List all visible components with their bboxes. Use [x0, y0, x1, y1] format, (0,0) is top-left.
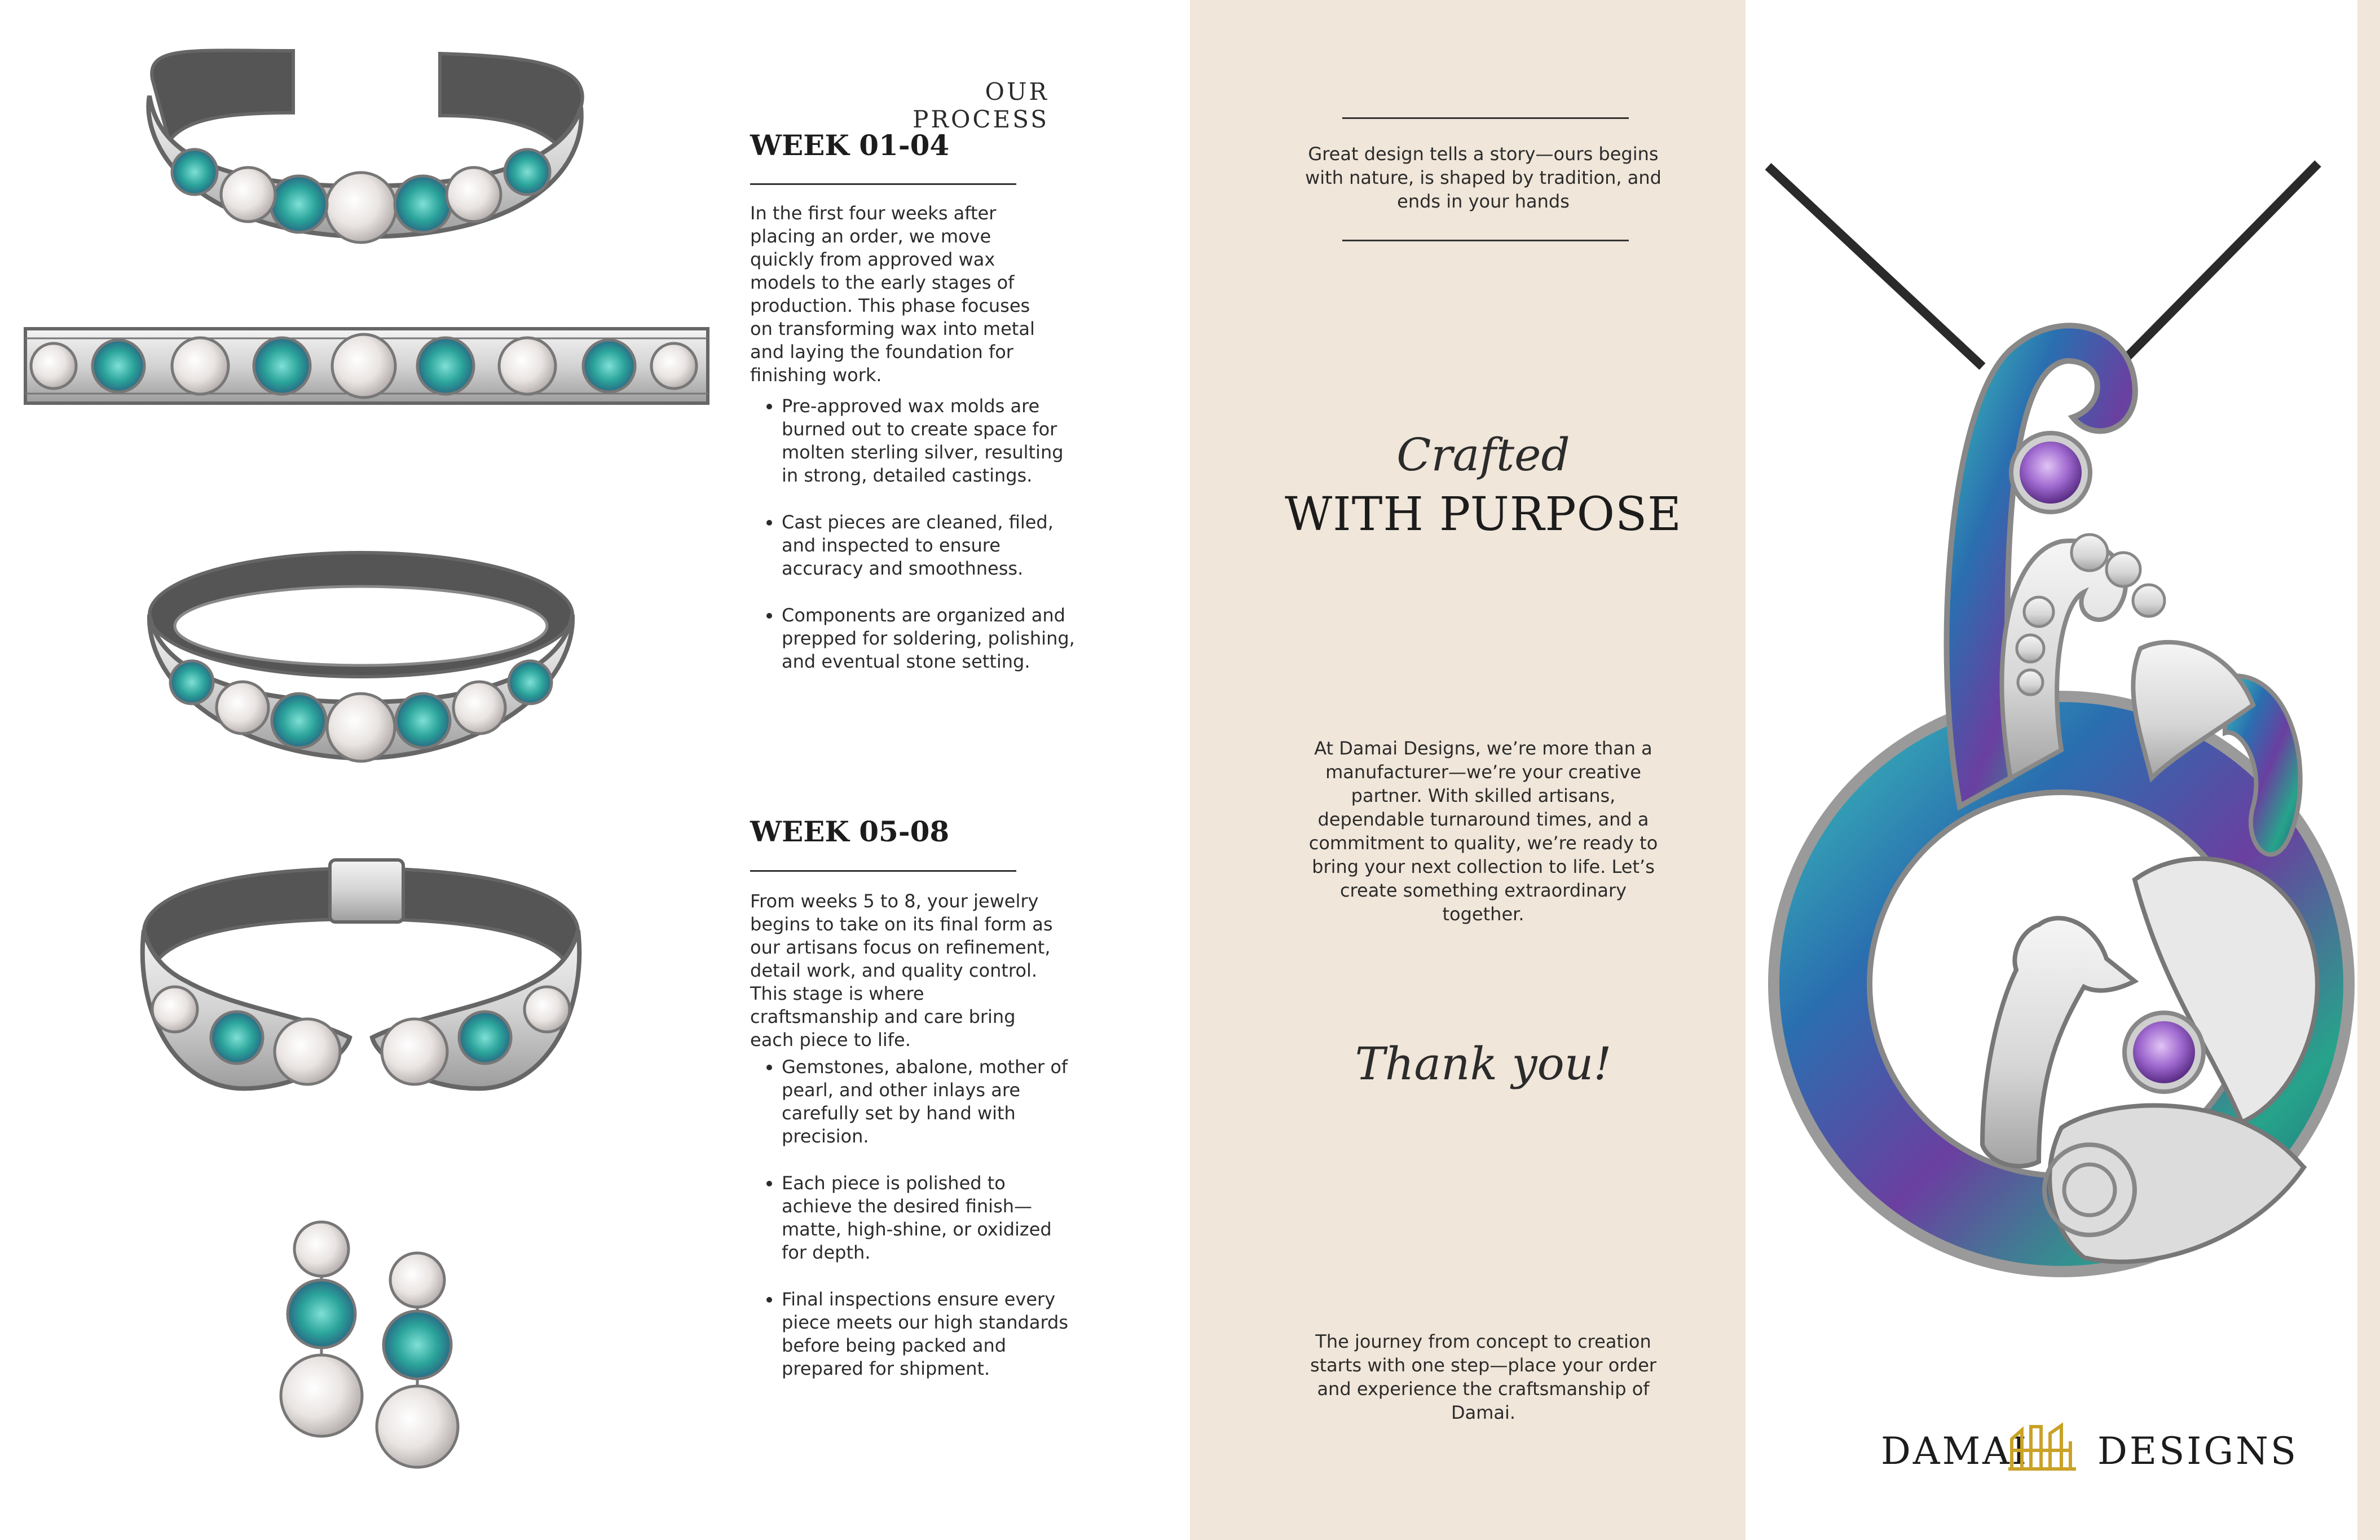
- week-2-bullet-list: [750, 1056, 1075, 1404]
- list-item: • Final inspections ensure every piece meets our high standards before being packed and prepared for shipment.: [782, 1288, 1075, 1380]
- week-1-bullet-list: [750, 395, 1075, 697]
- list-item: • Gemstones, abalone, mother of pearl, and other inlays are carefully set by hand with precision.: [782, 1056, 1075, 1148]
- closing-text: The journey from concept to creation starts with one step—place your order and experience the craftsmanship of Damai.: [1310, 1331, 1657, 1423]
- brand-name-left: DAMAI: [1881, 1429, 2029, 1473]
- week-1-intro: In the first four weeks after placing an order, we move quickly from approved wax models to the early stages of production. This phase focuses on transforming wax into metal and laying the foundation for finishing work.: [750, 202, 1035, 386]
- cuff-bracelet-illustration: [148, 50, 582, 242]
- week-1-heading: WEEK 01-04: [750, 129, 950, 162]
- partner-text: At Damai Designs, we’re more than a manufacturer—we’re your creative partner. With skilled artisans, dependable turnaround times, and a commitment to quality, we’re ready to bring your next collection to life. Let’s create something extraordinary together.: [1308, 738, 1658, 925]
- week-2-divider: [750, 870, 1016, 872]
- hinged-cuff-bracelet-illustration: [143, 860, 580, 1088]
- earrings-illustration: [281, 1222, 458, 1467]
- damai-logo-icon: [2008, 1422, 2076, 1471]
- list-item: • Each piece is polished to achieve the desired finish—matte, high-shine, or oxidized for depth.: [782, 1172, 1075, 1264]
- thank-you-text: Thank you!: [1355, 1038, 1612, 1090]
- bracelet-flat-view-illustration: [25, 329, 708, 403]
- week-2-intro: From weeks 5 to 8, your jewelry begins to take on its final form as our artisans focus on refinement, detail work, and quality control. This stage is where craftsmanship and care bring each piece to life.: [750, 890, 1053, 1051]
- week-2-heading: WEEK 05-08: [750, 815, 950, 848]
- brand-name-right: DESIGNS: [2097, 1429, 2299, 1473]
- jewelry-illustrations: [0, 0, 733, 1540]
- peacock-pendant-illustration: [1746, 0, 2357, 1382]
- list-item: • Cast pieces are cleaned, filed, and inspected to ensure accuracy and smoothness.: [782, 511, 1075, 580]
- bangle-bracelet-illustration: [149, 553, 572, 761]
- tagline-bottom-divider: [1342, 240, 1629, 241]
- purpose-panel: [1190, 0, 1746, 1540]
- headline-caps: WITH PURPOSE: [1285, 488, 1682, 541]
- process-section: [733, 0, 1190, 1540]
- edge-strip: [2357, 0, 2380, 1540]
- list-item: • Pre-approved wax molds are burned out to create space for molten sterling silver, resulting in strong, detailed castings.: [782, 395, 1075, 487]
- tagline: Great design tells a story—ours begins with nature, is shaped by tradition, and ends in your hands: [1305, 143, 1661, 212]
- pendant-panel: [1746, 0, 2357, 1540]
- process-title: OUR PROCESS: [913, 78, 1049, 133]
- headline-script: Crafted: [1396, 429, 1570, 481]
- list-item: • Components are organized and prepped for soldering, polishing, and eventual stone setting.: [782, 604, 1075, 673]
- tagline-top-divider: [1342, 117, 1629, 119]
- week-1-divider: [750, 183, 1016, 185]
